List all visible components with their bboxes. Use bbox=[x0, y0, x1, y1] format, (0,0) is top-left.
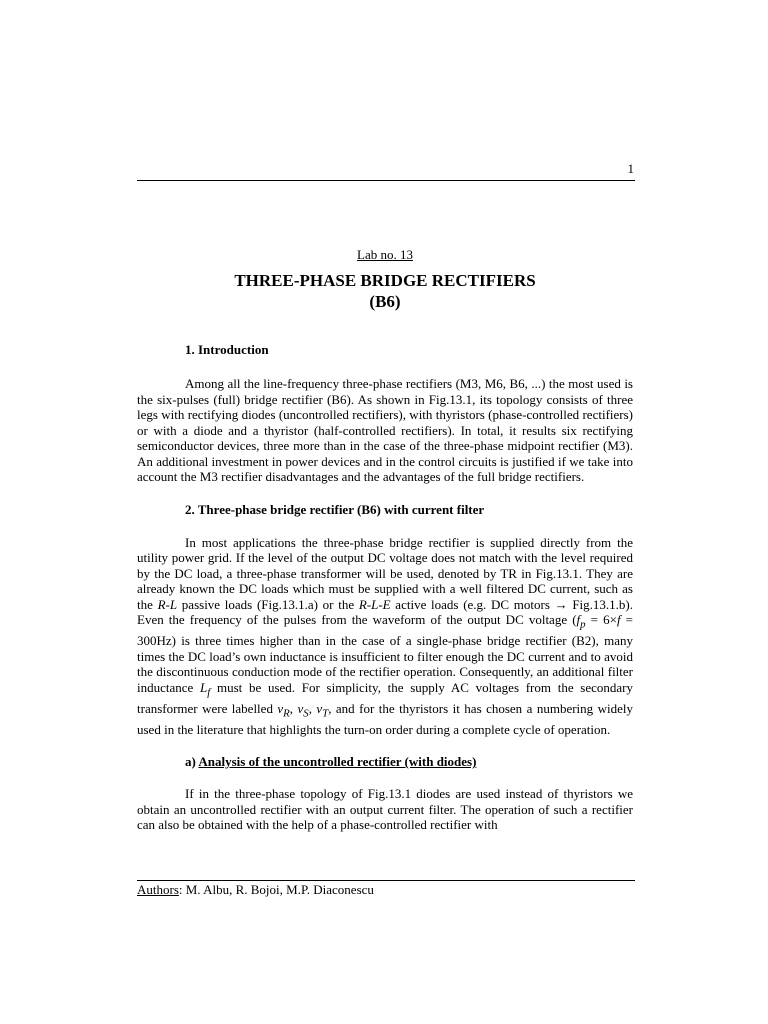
authors-names: : M. Albu, R. Bojoi, M.P. Diaconescu bbox=[178, 882, 374, 897]
introduction-paragraph: Among all the line-frequency three-phase rectifiers (M3, M6, B6, ...) the most used is the six-pulses (full) bridge rectifier (B6). As shown in Fig.13.1, its topology consists of three legs with rectifying diodes (uncontrolled rectifiers), with thyristors (phase-controlled rectifiers) or with a diode and a thyristor (half-controlled rectifiers). In total, it results six rectifying semiconductor devices, three more than in the case of the three-phase midpoint rectifier (M3). An additional investment in power devices and in the control circuits is justified if we take into account the M3 rectifier disadvantages and the advantages of the full bridge rectifiers. bbox=[137, 376, 633, 484]
filter-inductance-symbol: $L_f$ bbox=[200, 679, 211, 699]
footer-rule bbox=[137, 880, 635, 881]
uncontrolled-rectifier-paragraph: If in the three-phase topology of Fig.13.1 diodes are used instead of thyristors we obtain an uncontrolled rectifier with an output current filter. The operation of such a rectifier can also be obtained with the help of a phase-controlled rectifier with bbox=[137, 786, 633, 833]
rle-load-term: R-L-E bbox=[358, 596, 391, 612]
document-body bbox=[137, 246, 633, 833]
header-rule bbox=[137, 180, 635, 181]
voltage-vs-symbol: $v_S$ bbox=[297, 700, 309, 720]
voltage-vt-symbol: $v_T$ bbox=[316, 700, 329, 720]
lab-number: Lab no. 13 bbox=[357, 247, 413, 262]
pulse-frequency-symbol: $f_p$ bbox=[576, 612, 586, 631]
authors-footer bbox=[137, 882, 374, 897]
rl-load-term: R-L bbox=[157, 596, 178, 612]
authors-label: Authors bbox=[137, 882, 179, 897]
document-title: THREE-PHASE BRIDGE RECTIFIERS bbox=[234, 271, 536, 290]
voltage-vr-symbol: $v_R$ bbox=[277, 700, 290, 720]
b6-paragraph: In most applications the three-phase bridge rectifier is supplied directly from the utility power grid. If the level of the output DC voltage does not match with the level required by the DC load, a three-phase transformer will be used, denoted by TR in Fig.13.1. They are already known the DC loads which must be supplied with a well filtered DC current, such as the R-L passive loads (Fig.13.1.a) or the R-L-E active loads (e.g. DC motors → Fig.13.1.b). Even the frequency of the pulses from the waveform of the output DC voltage $(f_p = 6\times f = 300Hz)$ is three times higher than in the case of a single-phase bridge rectifier (B2), many times the DC load’s own inductance is insufficient to filter enough the DC current and to avoid the discontinuous conduction mode of the rectifier operation. Consequently, an additional filter inductance $L_f$ must be used. For simplicity, the supply AC voltages from the secondary transformer were labelled $v_R$, $v_S$, $v_T$, and for the thyristors it has chosen a numbering widely used in the literature that highlights the turn-on order during a complete cycle of operation. bbox=[137, 534, 633, 737]
frequency-symbol: f bbox=[616, 612, 621, 627]
document-subtitle: (B6) bbox=[369, 292, 401, 311]
section-heading-introduction: 1. Introduction bbox=[185, 342, 269, 357]
section-heading-b6-current-filter: 2. Three-phase bridge rectifier (B6) with current filter bbox=[185, 501, 485, 517]
page-number: 1 bbox=[627, 161, 634, 176]
section-heading-uncontrolled-rectifier: a) Analysis of the uncontrolled rectifier (with diodes) bbox=[185, 754, 477, 770]
